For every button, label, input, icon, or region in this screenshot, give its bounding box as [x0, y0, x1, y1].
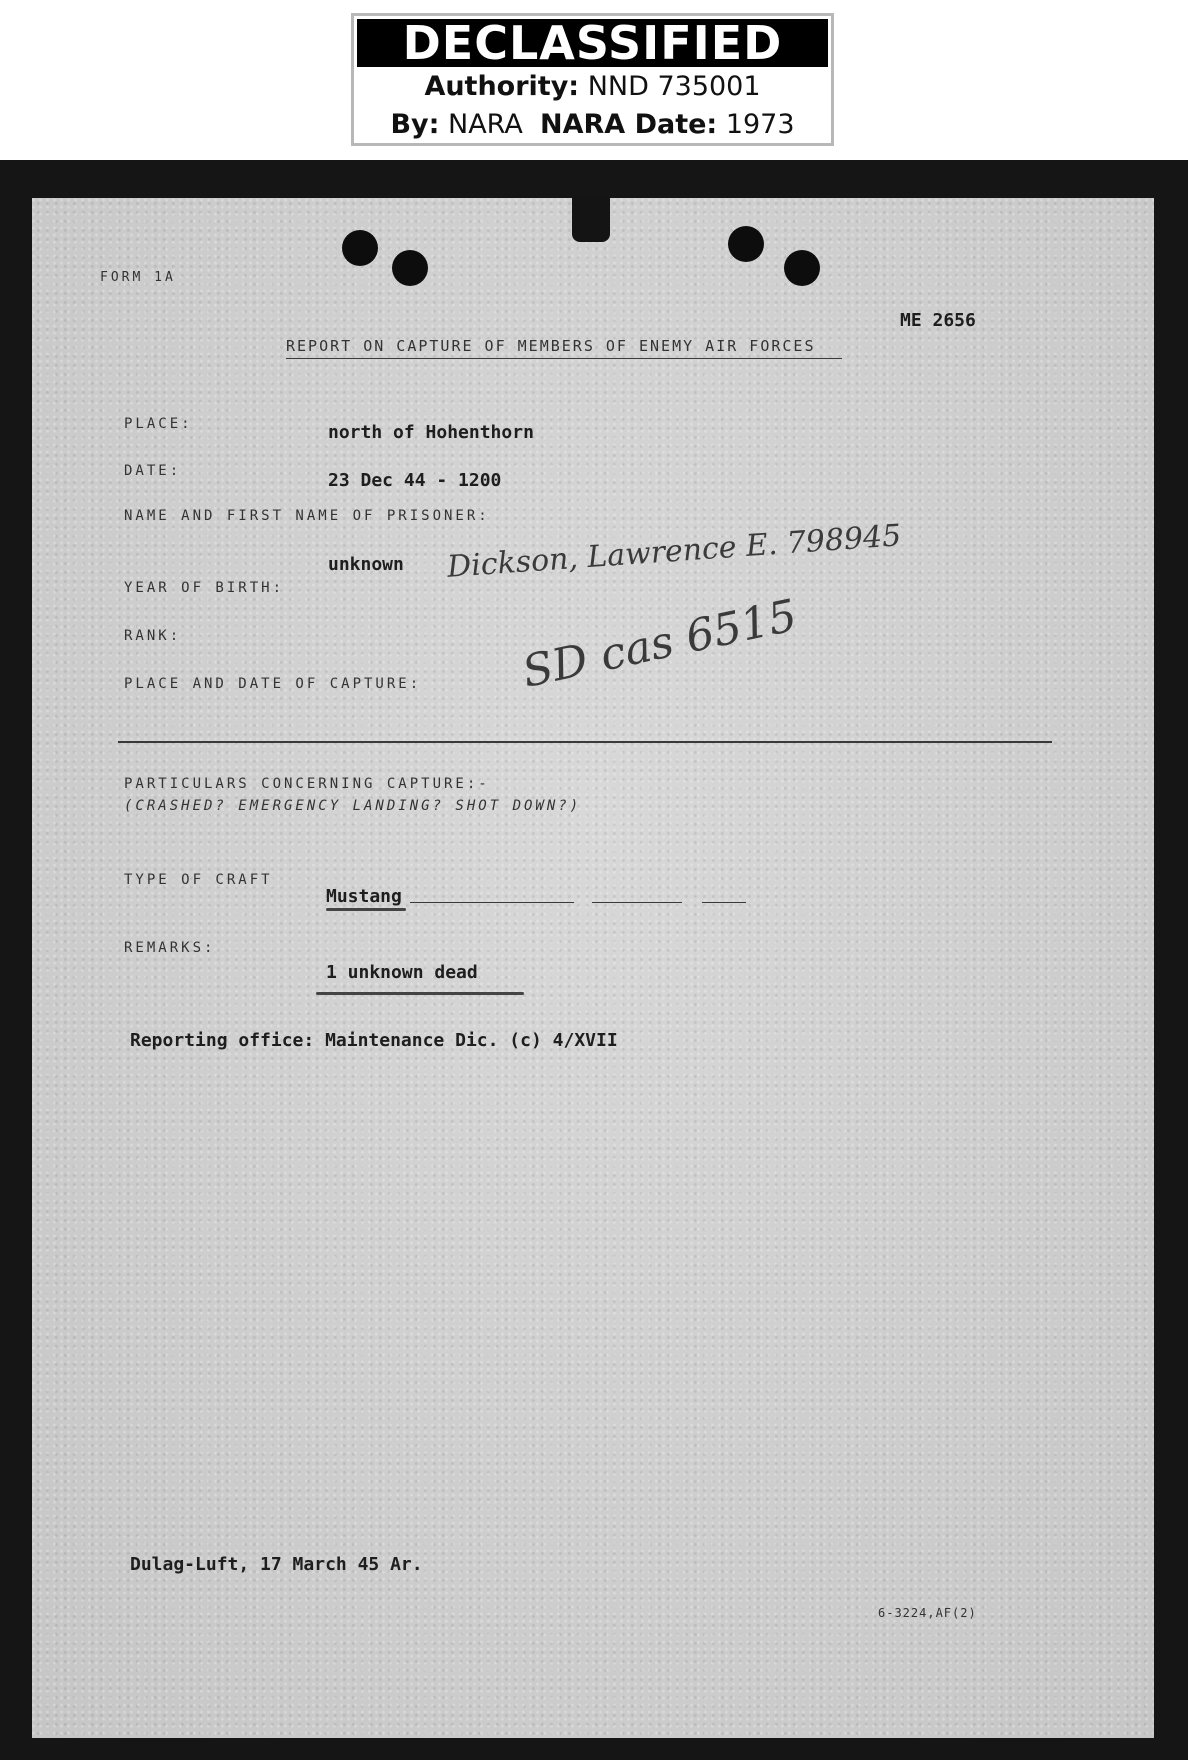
stamp-date-label: NARA Date: [540, 109, 718, 140]
stamp-title: DECLASSIFIED [357, 19, 828, 67]
document-title: REPORT ON CAPTURE OF MEMBERS OF ENEMY AIR FORCES [286, 337, 816, 355]
stamp-by-label: By: [390, 109, 440, 140]
section-divider [118, 741, 1052, 743]
remarks-value: 1 unknown dead [326, 962, 478, 983]
craft-type-label: TYPE OF CRAFT [124, 872, 273, 888]
footer-place-date: Dulag-Luft, 17 March 45 Ar. [130, 1554, 423, 1575]
craft-blank-line [410, 902, 574, 903]
remarks-underline [316, 992, 524, 995]
capture-handwritten-annotation: SD cas 6515 [518, 590, 802, 698]
craft-type-value: Mustang [326, 886, 402, 907]
punch-hole [392, 250, 428, 286]
punch-hole [728, 226, 764, 262]
file-number: ME 2656 [900, 310, 976, 331]
paper-clip [572, 198, 610, 242]
form-code: 6-3224,AF(2) [878, 1606, 977, 1620]
stamp-by-line [354, 109, 831, 140]
stamp-authority-line [354, 71, 831, 102]
particulars-label: PARTICULARS CONCERNING CAPTURE:- [124, 776, 490, 792]
stamp-by-value: NARA [448, 109, 523, 140]
place-label: PLACE: [124, 416, 193, 432]
birth-year-label: YEAR OF BIRTH: [124, 580, 285, 596]
title-underline [286, 358, 842, 359]
prisoner-name-value: unknown [328, 554, 404, 575]
reporting-office: Reporting office: Maintenance Dic. (c) 4/XVII [130, 1030, 618, 1051]
date-label: DATE: [124, 463, 182, 479]
craft-value-underline [326, 908, 406, 911]
stamp-authority-label: Authority: [424, 71, 580, 102]
punch-hole [342, 230, 378, 266]
capture-place-date-label: PLACE AND DATE OF CAPTURE: [124, 676, 422, 692]
rank-label: RANK: [124, 628, 182, 644]
date-value: 23 Dec 44 - 1200 [328, 470, 502, 491]
craft-blank-line [702, 902, 746, 903]
place-value: north of Hohenthorn [328, 422, 534, 443]
stamp-date-value: 1973 [725, 109, 795, 140]
remarks-label: REMARKS: [124, 940, 216, 956]
punch-hole [784, 250, 820, 286]
document-paper [32, 198, 1154, 1738]
stamp-authority-value: NND 735001 [587, 71, 761, 102]
particulars-options: (CRASHED? EMERGENCY LANDING? SHOT DOWN?) [124, 798, 582, 814]
form-id: FORM 1A [100, 270, 176, 285]
prisoner-name-label: NAME AND FIRST NAME OF PRISONER: [124, 508, 490, 524]
prisoner-name-handwritten: Dickson, Lawrence E. 798945 [446, 518, 903, 585]
document-photo [0, 160, 1188, 1760]
craft-blank-line [592, 902, 682, 903]
declassified-stamp [351, 13, 834, 146]
